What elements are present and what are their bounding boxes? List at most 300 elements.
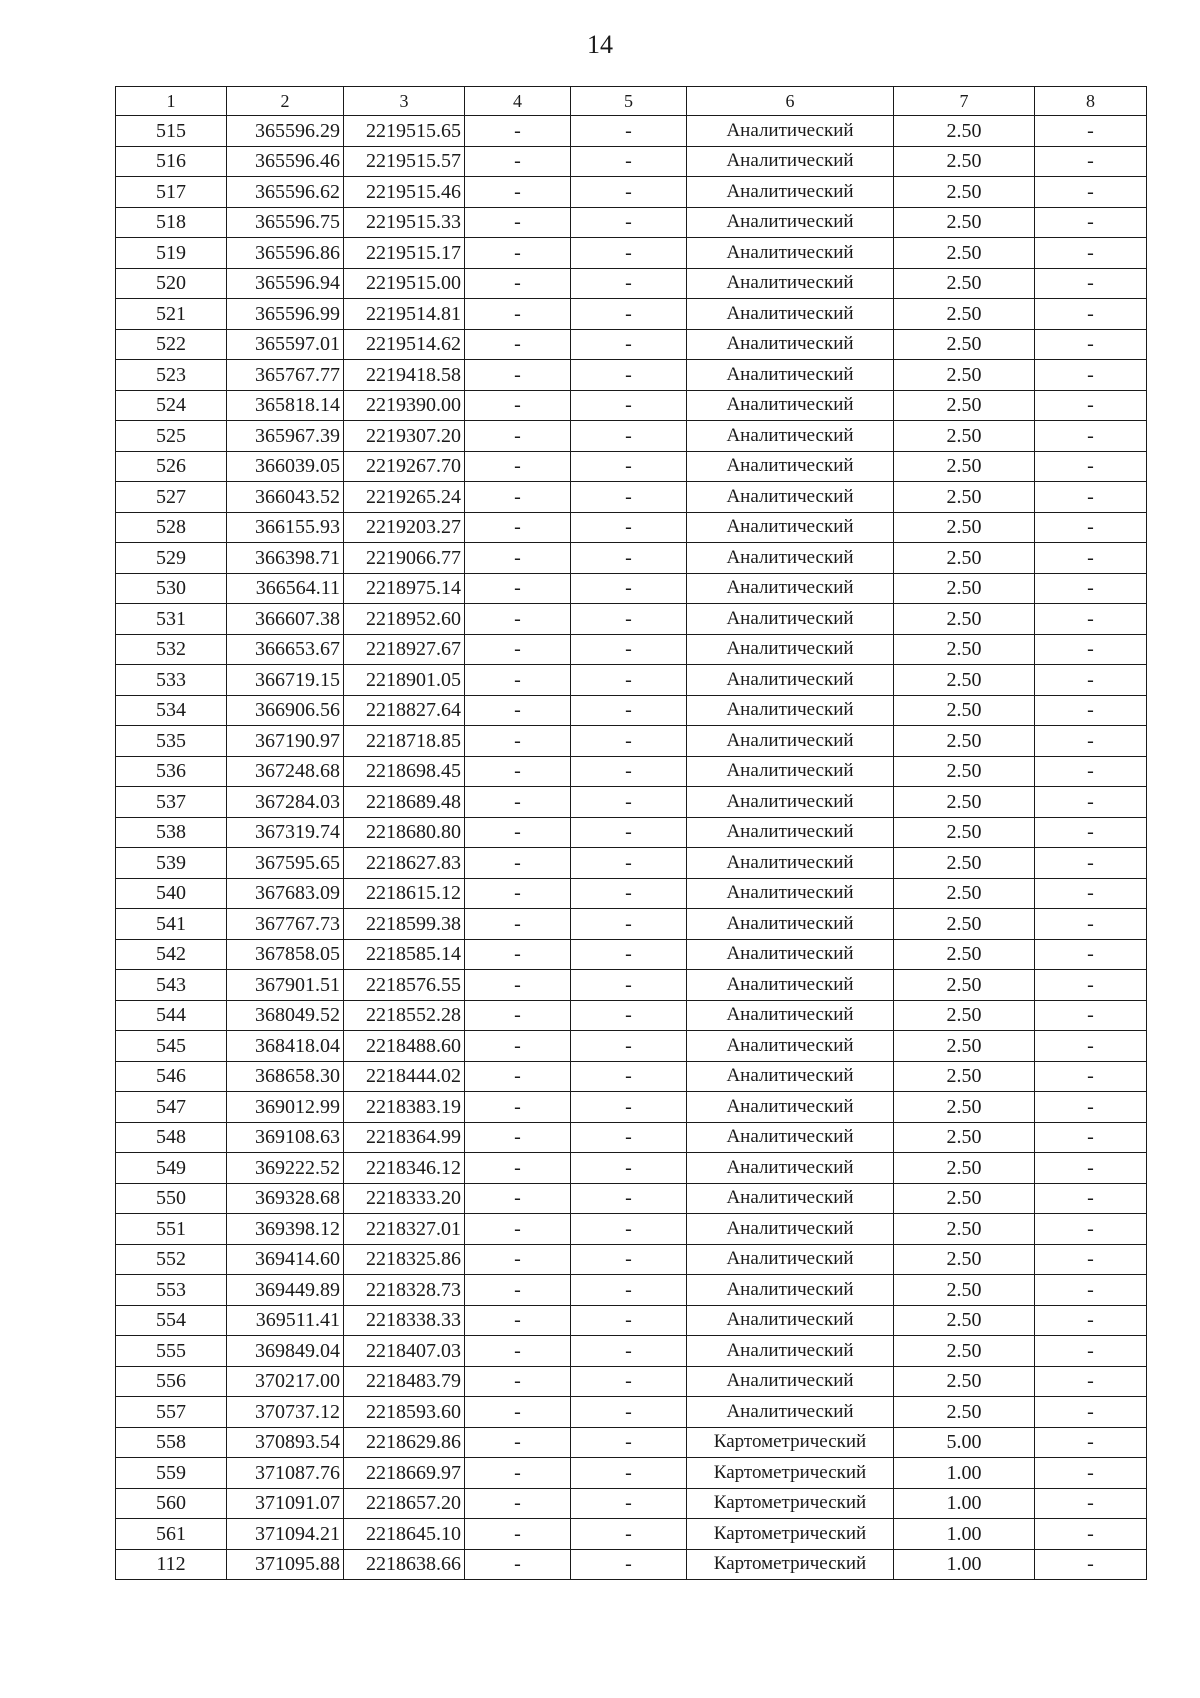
table-row [116, 695, 1147, 726]
x-coordinate-cell: 365596.46 [227, 146, 344, 177]
table-row [116, 207, 1147, 238]
accuracy-cell: 2.50 [894, 207, 1035, 238]
table-row [116, 787, 1147, 818]
table-row [116, 1519, 1147, 1550]
method-cell: Аналитический [687, 1031, 894, 1062]
table-row [116, 177, 1147, 208]
accuracy-cell: 2.50 [894, 1061, 1035, 1092]
y-coordinate-cell: 2218638.66 [344, 1549, 465, 1580]
method-cell: Аналитический [687, 1122, 894, 1153]
y-coordinate-cell: 2218718.85 [344, 726, 465, 757]
y-coordinate-cell: 2219418.58 [344, 360, 465, 391]
y-coordinate-cell: 2218615.12 [344, 878, 465, 909]
col5-cell: - [571, 1458, 687, 1489]
col4-cell: - [465, 1397, 571, 1428]
x-coordinate-cell: 365596.75 [227, 207, 344, 238]
method-cell: Аналитический [687, 909, 894, 940]
accuracy-cell: 1.00 [894, 1488, 1035, 1519]
x-coordinate-cell: 367190.97 [227, 726, 344, 757]
x-coordinate-cell: 366607.38 [227, 604, 344, 635]
col4-cell: - [465, 1122, 571, 1153]
col5-cell: - [571, 573, 687, 604]
table-row [116, 970, 1147, 1001]
x-coordinate-cell: 371087.76 [227, 1458, 344, 1489]
col5-cell: - [571, 512, 687, 543]
col5-cell: - [571, 329, 687, 360]
col4-cell: - [465, 146, 571, 177]
col4-cell: - [465, 909, 571, 940]
method-cell: Аналитический [687, 299, 894, 330]
col4-cell: - [465, 177, 571, 208]
point-number-cell: 557 [116, 1397, 227, 1428]
method-cell: Картометрический [687, 1458, 894, 1489]
accuracy-cell: 2.50 [894, 939, 1035, 970]
y-coordinate-cell: 2218383.19 [344, 1092, 465, 1123]
table-row [116, 146, 1147, 177]
accuracy-cell: 2.50 [894, 1122, 1035, 1153]
method-cell: Аналитический [687, 787, 894, 818]
col5-cell: - [571, 1397, 687, 1428]
col4-cell: - [465, 116, 571, 147]
point-number-cell: 544 [116, 1000, 227, 1031]
y-coordinate-cell: 2218483.79 [344, 1366, 465, 1397]
table-row [116, 1275, 1147, 1306]
column-header: 8 [1035, 87, 1147, 116]
col8-cell: - [1035, 512, 1147, 543]
x-coordinate-cell: 369398.12 [227, 1214, 344, 1245]
point-number-cell: 531 [116, 604, 227, 635]
col4-cell: - [465, 1458, 571, 1489]
y-coordinate-cell: 2218827.64 [344, 695, 465, 726]
col4-cell: - [465, 1427, 571, 1458]
col5-cell: - [571, 299, 687, 330]
col8-cell: - [1035, 299, 1147, 330]
table-row [116, 817, 1147, 848]
accuracy-cell: 2.50 [894, 116, 1035, 147]
x-coordinate-cell: 369511.41 [227, 1305, 344, 1336]
point-number-cell: 521 [116, 299, 227, 330]
table-row [116, 939, 1147, 970]
col5-cell: - [571, 848, 687, 879]
y-coordinate-cell: 2218346.12 [344, 1153, 465, 1184]
column-header: 2 [227, 87, 344, 116]
x-coordinate-cell: 371094.21 [227, 1519, 344, 1550]
accuracy-cell: 2.50 [894, 543, 1035, 574]
col4-cell: - [465, 238, 571, 269]
x-coordinate-cell: 369414.60 [227, 1244, 344, 1275]
col8-cell: - [1035, 939, 1147, 970]
x-coordinate-cell: 366564.11 [227, 573, 344, 604]
col4-cell: - [465, 1153, 571, 1184]
point-number-cell: 560 [116, 1488, 227, 1519]
method-cell: Аналитический [687, 1214, 894, 1245]
method-cell: Аналитический [687, 177, 894, 208]
x-coordinate-cell: 367683.09 [227, 878, 344, 909]
method-cell: Аналитический [687, 116, 894, 147]
point-number-cell: 527 [116, 482, 227, 513]
col5-cell: - [571, 665, 687, 696]
method-cell: Аналитический [687, 1153, 894, 1184]
col8-cell: - [1035, 360, 1147, 391]
table-row [116, 1244, 1147, 1275]
method-cell: Аналитический [687, 390, 894, 421]
col8-cell: - [1035, 634, 1147, 665]
accuracy-cell: 5.00 [894, 1427, 1035, 1458]
accuracy-cell: 2.50 [894, 268, 1035, 299]
method-cell: Аналитический [687, 1061, 894, 1092]
table-row [116, 604, 1147, 635]
y-coordinate-cell: 2218645.10 [344, 1519, 465, 1550]
col5-cell: - [571, 1549, 687, 1580]
y-coordinate-cell: 2219514.62 [344, 329, 465, 360]
table-header-row [116, 87, 1147, 116]
column-header: 5 [571, 87, 687, 116]
col5-cell: - [571, 238, 687, 269]
page-number: 14 [587, 30, 613, 59]
y-coordinate-cell: 2218629.86 [344, 1427, 465, 1458]
col8-cell: - [1035, 451, 1147, 482]
accuracy-cell: 2.50 [894, 665, 1035, 696]
point-number-cell: 545 [116, 1031, 227, 1062]
col4-cell: - [465, 1061, 571, 1092]
table-row [116, 512, 1147, 543]
col4-cell: - [465, 573, 571, 604]
col4-cell: - [465, 451, 571, 482]
point-number-cell: 553 [116, 1275, 227, 1306]
col8-cell: - [1035, 1275, 1147, 1306]
y-coordinate-cell: 2218657.20 [344, 1488, 465, 1519]
table-row [116, 726, 1147, 757]
point-number-cell: 548 [116, 1122, 227, 1153]
y-coordinate-cell: 2219515.46 [344, 177, 465, 208]
y-coordinate-cell: 2219515.17 [344, 238, 465, 269]
col4-cell: - [465, 848, 571, 879]
x-coordinate-cell: 369449.89 [227, 1275, 344, 1306]
point-number-cell: 533 [116, 665, 227, 696]
table-row [116, 390, 1147, 421]
col5-cell: - [571, 1122, 687, 1153]
y-coordinate-cell: 2218576.55 [344, 970, 465, 1001]
method-cell: Аналитический [687, 1305, 894, 1336]
x-coordinate-cell: 369328.68 [227, 1183, 344, 1214]
method-cell: Аналитический [687, 1183, 894, 1214]
y-coordinate-cell: 2219515.57 [344, 146, 465, 177]
point-number-cell: 540 [116, 878, 227, 909]
table-row [116, 848, 1147, 879]
x-coordinate-cell: 366906.56 [227, 695, 344, 726]
method-cell: Аналитический [687, 573, 894, 604]
point-number-cell: 561 [116, 1519, 227, 1550]
y-coordinate-cell: 2218444.02 [344, 1061, 465, 1092]
point-number-cell: 555 [116, 1336, 227, 1367]
col5-cell: - [571, 817, 687, 848]
accuracy-cell: 1.00 [894, 1458, 1035, 1489]
table-row [116, 1183, 1147, 1214]
table-row [116, 1488, 1147, 1519]
y-coordinate-cell: 2218407.03 [344, 1336, 465, 1367]
col8-cell: - [1035, 1092, 1147, 1123]
col4-cell: - [465, 634, 571, 665]
accuracy-cell: 2.50 [894, 1214, 1035, 1245]
accuracy-cell: 2.50 [894, 1397, 1035, 1428]
col5-cell: - [571, 543, 687, 574]
method-cell: Аналитический [687, 604, 894, 635]
col8-cell: - [1035, 756, 1147, 787]
col4-cell: - [465, 726, 571, 757]
x-coordinate-cell: 365767.77 [227, 360, 344, 391]
col4-cell: - [465, 1488, 571, 1519]
col5-cell: - [571, 939, 687, 970]
col4-cell: - [465, 1519, 571, 1550]
col4-cell: - [465, 1000, 571, 1031]
col4-cell: - [465, 787, 571, 818]
col5-cell: - [571, 1275, 687, 1306]
y-coordinate-cell: 2219515.65 [344, 116, 465, 147]
y-coordinate-cell: 2218593.60 [344, 1397, 465, 1428]
method-cell: Аналитический [687, 817, 894, 848]
x-coordinate-cell: 371091.07 [227, 1488, 344, 1519]
col4-cell: - [465, 939, 571, 970]
accuracy-cell: 2.50 [894, 1366, 1035, 1397]
method-cell: Картометрический [687, 1488, 894, 1519]
accuracy-cell: 2.50 [894, 695, 1035, 726]
accuracy-cell: 2.50 [894, 726, 1035, 757]
col8-cell: - [1035, 543, 1147, 574]
col4-cell: - [465, 1214, 571, 1245]
col5-cell: - [571, 390, 687, 421]
table-row [116, 1305, 1147, 1336]
x-coordinate-cell: 366719.15 [227, 665, 344, 696]
col4-cell: - [465, 665, 571, 696]
accuracy-cell: 2.50 [894, 848, 1035, 879]
point-number-cell: 537 [116, 787, 227, 818]
col4-cell: - [465, 268, 571, 299]
table-row [116, 1122, 1147, 1153]
point-number-cell: 529 [116, 543, 227, 574]
y-coordinate-cell: 2219515.00 [344, 268, 465, 299]
col5-cell: - [571, 634, 687, 665]
col8-cell: - [1035, 116, 1147, 147]
col5-cell: - [571, 116, 687, 147]
y-coordinate-cell: 2218364.99 [344, 1122, 465, 1153]
column-header: 1 [116, 87, 227, 116]
point-number-cell: 517 [116, 177, 227, 208]
y-coordinate-cell: 2218333.20 [344, 1183, 465, 1214]
col5-cell: - [571, 1061, 687, 1092]
col8-cell: - [1035, 817, 1147, 848]
accuracy-cell: 2.50 [894, 512, 1035, 543]
accuracy-cell: 2.50 [894, 1000, 1035, 1031]
col4-cell: - [465, 543, 571, 574]
accuracy-cell: 2.50 [894, 573, 1035, 604]
method-cell: Аналитический [687, 421, 894, 452]
col5-cell: - [571, 177, 687, 208]
accuracy-cell: 2.50 [894, 1092, 1035, 1123]
point-number-cell: 530 [116, 573, 227, 604]
col8-cell: - [1035, 1214, 1147, 1245]
point-number-cell: 552 [116, 1244, 227, 1275]
col8-cell: - [1035, 665, 1147, 696]
point-number-cell: 525 [116, 421, 227, 452]
accuracy-cell: 2.50 [894, 421, 1035, 452]
table-row [116, 1061, 1147, 1092]
table-row [116, 238, 1147, 269]
point-number-cell: 112 [116, 1549, 227, 1580]
x-coordinate-cell: 367248.68 [227, 756, 344, 787]
col5-cell: - [571, 1183, 687, 1214]
col5-cell: - [571, 756, 687, 787]
point-number-cell: 546 [116, 1061, 227, 1092]
method-cell: Аналитический [687, 482, 894, 513]
col5-cell: - [571, 1336, 687, 1367]
y-coordinate-cell: 2219307.20 [344, 421, 465, 452]
x-coordinate-cell: 365596.86 [227, 238, 344, 269]
x-coordinate-cell: 368418.04 [227, 1031, 344, 1062]
point-number-cell: 539 [116, 848, 227, 879]
table-row [116, 878, 1147, 909]
accuracy-cell: 2.50 [894, 1305, 1035, 1336]
col8-cell: - [1035, 878, 1147, 909]
y-coordinate-cell: 2218325.86 [344, 1244, 465, 1275]
col5-cell: - [571, 1153, 687, 1184]
accuracy-cell: 2.50 [894, 1183, 1035, 1214]
method-cell: Аналитический [687, 665, 894, 696]
col4-cell: - [465, 1183, 571, 1214]
method-cell: Аналитический [687, 939, 894, 970]
col5-cell: - [571, 1031, 687, 1062]
accuracy-cell: 2.50 [894, 299, 1035, 330]
table-row [116, 421, 1147, 452]
method-cell: Аналитический [687, 360, 894, 391]
table-row [116, 360, 1147, 391]
x-coordinate-cell: 366039.05 [227, 451, 344, 482]
accuracy-cell: 1.00 [894, 1519, 1035, 1550]
y-coordinate-cell: 2218680.80 [344, 817, 465, 848]
method-cell: Аналитический [687, 1000, 894, 1031]
col4-cell: - [465, 817, 571, 848]
col8-cell: - [1035, 1000, 1147, 1031]
table-row [116, 1092, 1147, 1123]
table-row [116, 451, 1147, 482]
col4-cell: - [465, 1305, 571, 1336]
point-number-cell: 518 [116, 207, 227, 238]
point-number-cell: 535 [116, 726, 227, 757]
method-cell: Картометрический [687, 1549, 894, 1580]
col5-cell: - [571, 482, 687, 513]
point-number-cell: 556 [116, 1366, 227, 1397]
method-cell: Аналитический [687, 1336, 894, 1367]
x-coordinate-cell: 368658.30 [227, 1061, 344, 1092]
x-coordinate-cell: 369012.99 [227, 1092, 344, 1123]
y-coordinate-cell: 2218975.14 [344, 573, 465, 604]
y-coordinate-cell: 2218488.60 [344, 1031, 465, 1062]
column-header: 3 [344, 87, 465, 116]
col8-cell: - [1035, 726, 1147, 757]
col4-cell: - [465, 1336, 571, 1367]
point-number-cell: 558 [116, 1427, 227, 1458]
y-coordinate-cell: 2218669.97 [344, 1458, 465, 1489]
table-row [116, 1000, 1147, 1031]
col8-cell: - [1035, 329, 1147, 360]
coordinates-table [115, 86, 1147, 1580]
col8-cell: - [1035, 787, 1147, 818]
col8-cell: - [1035, 1458, 1147, 1489]
table-row [116, 1336, 1147, 1367]
method-cell: Аналитический [687, 1275, 894, 1306]
column-header: 6 [687, 87, 894, 116]
col5-cell: - [571, 268, 687, 299]
col8-cell: - [1035, 207, 1147, 238]
y-coordinate-cell: 2218927.67 [344, 634, 465, 665]
col4-cell: - [465, 207, 571, 238]
col5-cell: - [571, 207, 687, 238]
col5-cell: - [571, 451, 687, 482]
method-cell: Аналитический [687, 878, 894, 909]
col5-cell: - [571, 1000, 687, 1031]
table-row [116, 634, 1147, 665]
method-cell: Аналитический [687, 207, 894, 238]
col8-cell: - [1035, 970, 1147, 1001]
point-number-cell: 520 [116, 268, 227, 299]
y-coordinate-cell: 2218328.73 [344, 1275, 465, 1306]
point-number-cell: 549 [116, 1153, 227, 1184]
x-coordinate-cell: 367858.05 [227, 939, 344, 970]
method-cell: Аналитический [687, 848, 894, 879]
x-coordinate-cell: 365596.99 [227, 299, 344, 330]
point-number-cell: 554 [116, 1305, 227, 1336]
y-coordinate-cell: 2219514.81 [344, 299, 465, 330]
x-coordinate-cell: 366155.93 [227, 512, 344, 543]
table-row [116, 1031, 1147, 1062]
x-coordinate-cell: 365596.94 [227, 268, 344, 299]
y-coordinate-cell: 2218327.01 [344, 1214, 465, 1245]
y-coordinate-cell: 2218585.14 [344, 939, 465, 970]
accuracy-cell: 2.50 [894, 604, 1035, 635]
point-number-cell: 538 [116, 817, 227, 848]
y-coordinate-cell: 2218627.83 [344, 848, 465, 879]
method-cell: Аналитический [687, 512, 894, 543]
col4-cell: - [465, 1275, 571, 1306]
point-number-cell: 523 [116, 360, 227, 391]
col4-cell: - [465, 878, 571, 909]
col4-cell: - [465, 756, 571, 787]
point-number-cell: 534 [116, 695, 227, 726]
col5-cell: - [571, 1488, 687, 1519]
point-number-cell: 550 [116, 1183, 227, 1214]
accuracy-cell: 2.50 [894, 146, 1035, 177]
method-cell: Аналитический [687, 756, 894, 787]
col8-cell: - [1035, 909, 1147, 940]
point-number-cell: 551 [116, 1214, 227, 1245]
method-cell: Аналитический [687, 726, 894, 757]
method-cell: Аналитический [687, 1092, 894, 1123]
x-coordinate-cell: 367767.73 [227, 909, 344, 940]
x-coordinate-cell: 367901.51 [227, 970, 344, 1001]
y-coordinate-cell: 2218599.38 [344, 909, 465, 940]
table-row [116, 573, 1147, 604]
x-coordinate-cell: 370893.54 [227, 1427, 344, 1458]
table-row [116, 1366, 1147, 1397]
point-number-cell: 515 [116, 116, 227, 147]
col4-cell: - [465, 1549, 571, 1580]
x-coordinate-cell: 370737.12 [227, 1397, 344, 1428]
y-coordinate-cell: 2219390.00 [344, 390, 465, 421]
col8-cell: - [1035, 1122, 1147, 1153]
method-cell: Картометрический [687, 1519, 894, 1550]
col8-cell: - [1035, 1061, 1147, 1092]
col5-cell: - [571, 146, 687, 177]
y-coordinate-cell: 2218338.33 [344, 1305, 465, 1336]
